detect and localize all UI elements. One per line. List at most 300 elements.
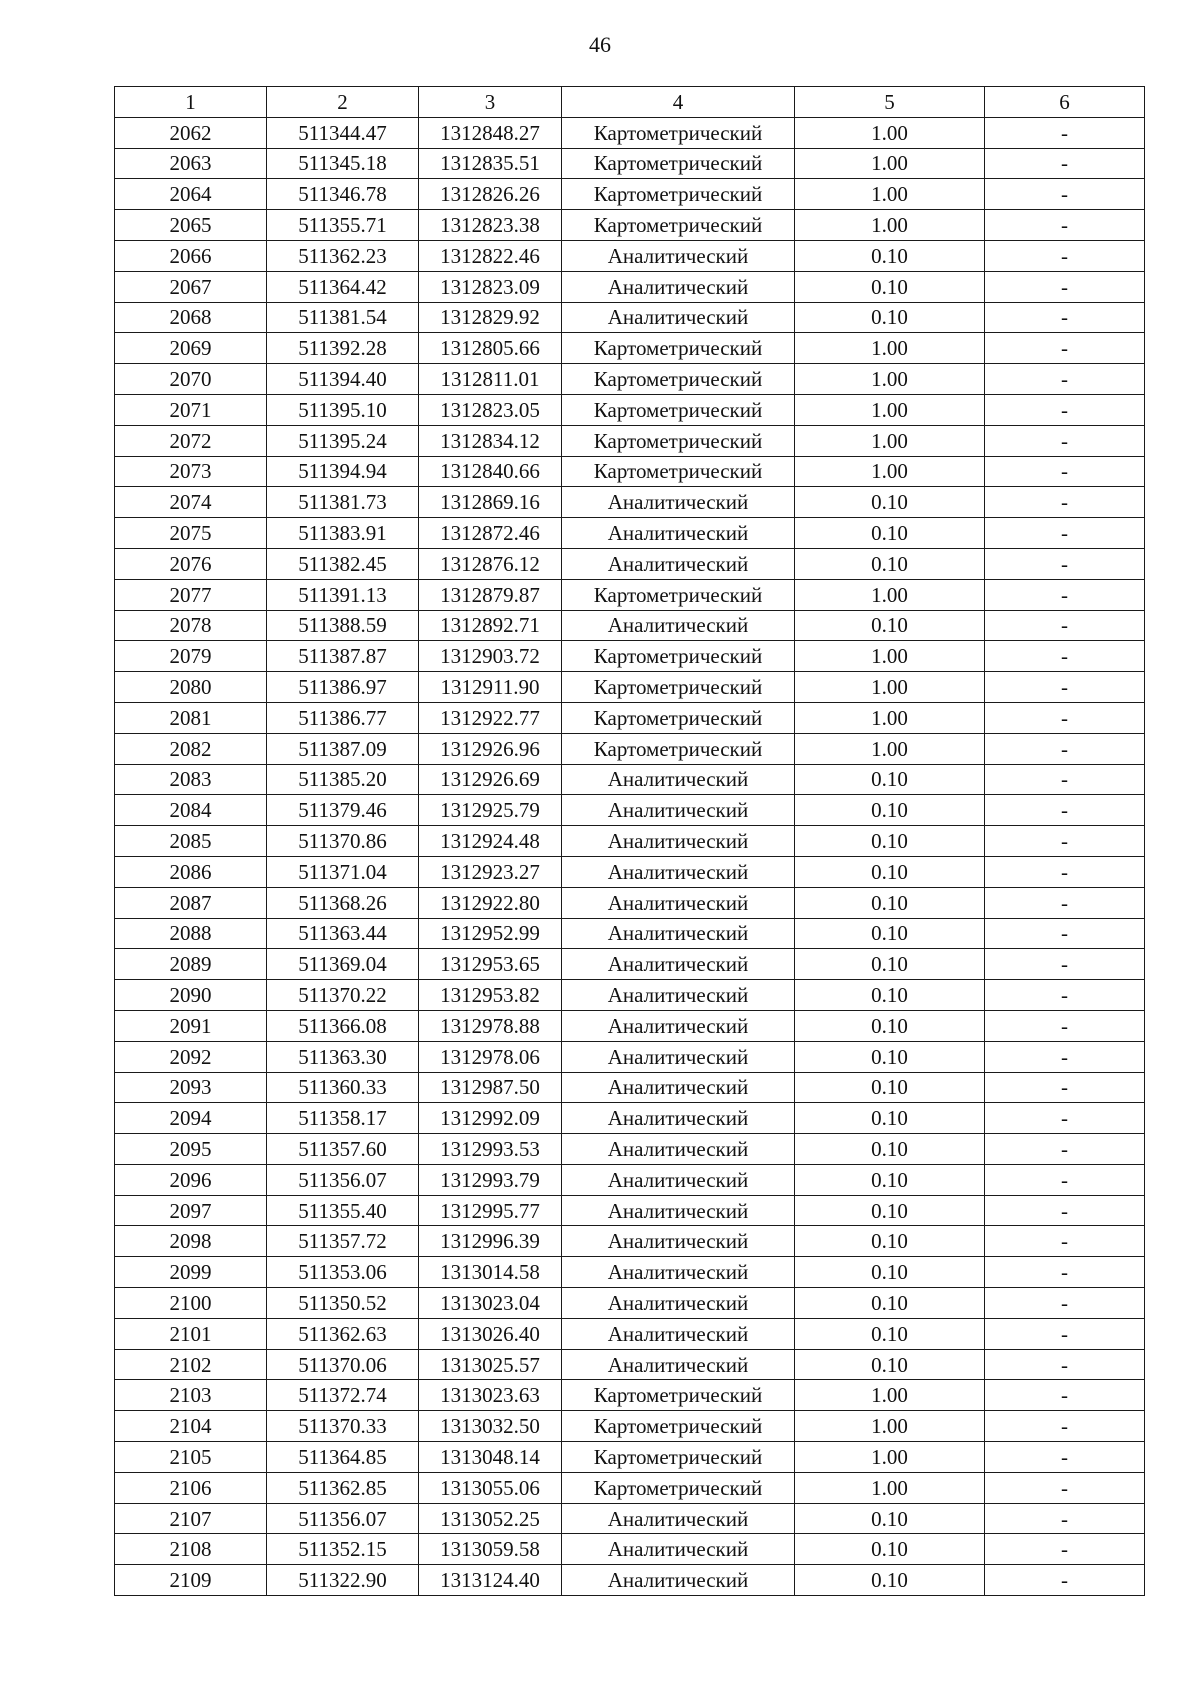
cell-note: - [985, 826, 1145, 857]
table-row [115, 579, 1145, 610]
cell-x-coordinate: 511386.97 [267, 672, 419, 703]
column-header-1: 1 [115, 87, 267, 118]
cell-y-coordinate: 1312996.39 [419, 1226, 562, 1257]
cell-accuracy: 1.00 [795, 733, 985, 764]
table-row [115, 949, 1145, 980]
cell-note: - [985, 302, 1145, 333]
table-row [115, 1534, 1145, 1565]
cell-accuracy: 0.10 [795, 1164, 985, 1195]
cell-y-coordinate: 1312987.50 [419, 1072, 562, 1103]
cell-method: Аналитический [562, 1134, 795, 1165]
cell-x-coordinate: 511369.04 [267, 949, 419, 980]
cell-x-coordinate: 511394.40 [267, 364, 419, 395]
table-row [115, 980, 1145, 1011]
cell-x-coordinate: 511364.42 [267, 271, 419, 302]
cell-y-coordinate: 1312840.66 [419, 456, 562, 487]
cell-x-coordinate: 511360.33 [267, 1072, 419, 1103]
cell-point-number: 2063 [115, 148, 267, 179]
cell-x-coordinate: 511353.06 [267, 1257, 419, 1288]
cell-method: Картометрический [562, 1472, 795, 1503]
cell-y-coordinate: 1312925.79 [419, 795, 562, 826]
cell-accuracy: 1.00 [795, 210, 985, 241]
cell-accuracy: 1.00 [795, 672, 985, 703]
cell-note: - [985, 1442, 1145, 1473]
cell-x-coordinate: 511356.07 [267, 1503, 419, 1534]
cell-note: - [985, 1503, 1145, 1534]
table-row [115, 240, 1145, 271]
cell-note: - [985, 1411, 1145, 1442]
cell-method: Картометрический [562, 456, 795, 487]
cell-note: - [985, 1534, 1145, 1565]
cell-note: - [985, 487, 1145, 518]
cell-point-number: 2096 [115, 1164, 267, 1195]
cell-method: Аналитический [562, 302, 795, 333]
cell-method: Аналитический [562, 1072, 795, 1103]
cell-method: Аналитический [562, 271, 795, 302]
cell-x-coordinate: 511392.28 [267, 333, 419, 364]
cell-method: Аналитический [562, 887, 795, 918]
cell-accuracy: 0.10 [795, 1134, 985, 1165]
table-row [115, 1288, 1145, 1319]
cell-point-number: 2090 [115, 980, 267, 1011]
page-number: 46 [589, 32, 611, 57]
cell-note: - [985, 764, 1145, 795]
cell-method: Аналитический [562, 487, 795, 518]
column-header-2: 2 [267, 87, 419, 118]
cell-x-coordinate: 511355.40 [267, 1195, 419, 1226]
table-row [115, 702, 1145, 733]
cell-accuracy: 0.10 [795, 487, 985, 518]
cell-point-number: 2100 [115, 1288, 267, 1319]
cell-note: - [985, 1010, 1145, 1041]
cell-point-number: 2103 [115, 1380, 267, 1411]
cell-note: - [985, 1226, 1145, 1257]
cell-y-coordinate: 1313124.40 [419, 1565, 562, 1596]
cell-method: Картометрический [562, 333, 795, 364]
cell-y-coordinate: 1312835.51 [419, 148, 562, 179]
table-row [115, 302, 1145, 333]
table-row [115, 1503, 1145, 1534]
cell-x-coordinate: 511366.08 [267, 1010, 419, 1041]
cell-x-coordinate: 511383.91 [267, 518, 419, 549]
cell-point-number: 2102 [115, 1349, 267, 1380]
cell-point-number: 2066 [115, 240, 267, 271]
table-row [115, 1010, 1145, 1041]
table-row [115, 1257, 1145, 1288]
cell-accuracy: 0.10 [795, 918, 985, 949]
cell-point-number: 2077 [115, 579, 267, 610]
cell-y-coordinate: 1312995.77 [419, 1195, 562, 1226]
cell-note: - [985, 856, 1145, 887]
cell-x-coordinate: 511395.10 [267, 394, 419, 425]
cell-method: Картометрический [562, 672, 795, 703]
cell-x-coordinate: 511357.60 [267, 1134, 419, 1165]
cell-point-number: 2064 [115, 179, 267, 210]
cell-y-coordinate: 1313026.40 [419, 1318, 562, 1349]
cell-y-coordinate: 1312869.16 [419, 487, 562, 518]
table-row [115, 394, 1145, 425]
cell-x-coordinate: 511381.73 [267, 487, 419, 518]
cell-note: - [985, 887, 1145, 918]
cell-y-coordinate: 1312879.87 [419, 579, 562, 610]
cell-point-number: 2083 [115, 764, 267, 795]
cell-note: - [985, 1195, 1145, 1226]
cell-note: - [985, 672, 1145, 703]
cell-point-number: 2099 [115, 1257, 267, 1288]
cell-accuracy: 1.00 [795, 425, 985, 456]
cell-note: - [985, 240, 1145, 271]
cell-accuracy: 1.00 [795, 1411, 985, 1442]
table-row [115, 518, 1145, 549]
cell-accuracy: 0.10 [795, 1318, 985, 1349]
cell-note: - [985, 179, 1145, 210]
cell-x-coordinate: 511371.04 [267, 856, 419, 887]
cell-point-number: 2084 [115, 795, 267, 826]
cell-note: - [985, 548, 1145, 579]
cell-note: - [985, 394, 1145, 425]
cell-x-coordinate: 511370.86 [267, 826, 419, 857]
cell-method: Аналитический [562, 949, 795, 980]
cell-y-coordinate: 1313052.25 [419, 1503, 562, 1534]
cell-point-number: 2109 [115, 1565, 267, 1596]
cell-y-coordinate: 1312811.01 [419, 364, 562, 395]
cell-note: - [985, 1164, 1145, 1195]
cell-point-number: 2070 [115, 364, 267, 395]
cell-note: - [985, 518, 1145, 549]
cell-note: - [985, 795, 1145, 826]
cell-y-coordinate: 1312822.46 [419, 240, 562, 271]
cell-y-coordinate: 1312922.80 [419, 887, 562, 918]
cell-note: - [985, 733, 1145, 764]
cell-y-coordinate: 1313023.63 [419, 1380, 562, 1411]
cell-x-coordinate: 511346.78 [267, 179, 419, 210]
cell-note: - [985, 1318, 1145, 1349]
cell-y-coordinate: 1312952.99 [419, 918, 562, 949]
cell-accuracy: 1.00 [795, 456, 985, 487]
column-header-6: 6 [985, 87, 1145, 118]
cell-x-coordinate: 511322.90 [267, 1565, 419, 1596]
cell-accuracy: 0.10 [795, 887, 985, 918]
cell-method: Аналитический [562, 1318, 795, 1349]
cell-method: Аналитический [562, 1257, 795, 1288]
cell-point-number: 2092 [115, 1041, 267, 1072]
cell-accuracy: 0.10 [795, 1565, 985, 1596]
table-row [115, 826, 1145, 857]
cell-method: Картометрический [562, 425, 795, 456]
cell-y-coordinate: 1312823.09 [419, 271, 562, 302]
cell-x-coordinate: 511364.85 [267, 1442, 419, 1473]
cell-point-number: 2081 [115, 702, 267, 733]
cell-accuracy: 1.00 [795, 333, 985, 364]
table-row [115, 1134, 1145, 1165]
cell-method: Аналитический [562, 918, 795, 949]
cell-method: Аналитический [562, 1288, 795, 1319]
cell-x-coordinate: 511358.17 [267, 1103, 419, 1134]
cell-x-coordinate: 511368.26 [267, 887, 419, 918]
cell-point-number: 2080 [115, 672, 267, 703]
cell-note: - [985, 1257, 1145, 1288]
cell-accuracy: 1.00 [795, 394, 985, 425]
table-row [115, 179, 1145, 210]
cell-accuracy: 1.00 [795, 148, 985, 179]
cell-note: - [985, 918, 1145, 949]
cell-method: Картометрический [562, 702, 795, 733]
cell-accuracy: 0.10 [795, 1288, 985, 1319]
cell-point-number: 2068 [115, 302, 267, 333]
cell-point-number: 2062 [115, 117, 267, 148]
column-header-3: 3 [419, 87, 562, 118]
cell-x-coordinate: 511381.54 [267, 302, 419, 333]
cell-note: - [985, 980, 1145, 1011]
cell-note: - [985, 364, 1145, 395]
cell-note: - [985, 425, 1145, 456]
cell-point-number: 2065 [115, 210, 267, 241]
cell-x-coordinate: 511345.18 [267, 148, 419, 179]
cell-method: Аналитический [562, 1195, 795, 1226]
cell-y-coordinate: 1313048.14 [419, 1442, 562, 1473]
cell-x-coordinate: 511379.46 [267, 795, 419, 826]
table-row [115, 148, 1145, 179]
table-row [115, 641, 1145, 672]
cell-accuracy: 0.10 [795, 1072, 985, 1103]
cell-method: Картометрический [562, 641, 795, 672]
cell-y-coordinate: 1313055.06 [419, 1472, 562, 1503]
cell-x-coordinate: 511394.94 [267, 456, 419, 487]
cell-note: - [985, 1072, 1145, 1103]
cell-point-number: 2079 [115, 641, 267, 672]
cell-note: - [985, 148, 1145, 179]
cell-accuracy: 0.10 [795, 1195, 985, 1226]
cell-point-number: 2104 [115, 1411, 267, 1442]
cell-accuracy: 0.10 [795, 949, 985, 980]
cell-accuracy: 0.10 [795, 1226, 985, 1257]
table-row [115, 672, 1145, 703]
cell-method: Картометрический [562, 394, 795, 425]
cell-y-coordinate: 1312926.96 [419, 733, 562, 764]
table-row [115, 487, 1145, 518]
cell-y-coordinate: 1312993.53 [419, 1134, 562, 1165]
cell-method: Аналитический [562, 826, 795, 857]
cell-point-number: 2087 [115, 887, 267, 918]
cell-point-number: 2067 [115, 271, 267, 302]
table-header-row [115, 87, 1145, 118]
cell-y-coordinate: 1312872.46 [419, 518, 562, 549]
cell-point-number: 2107 [115, 1503, 267, 1534]
cell-method: Картометрический [562, 1380, 795, 1411]
cell-method: Картометрический [562, 179, 795, 210]
cell-note: - [985, 1349, 1145, 1380]
cell-y-coordinate: 1312924.48 [419, 826, 562, 857]
cell-note: - [985, 271, 1145, 302]
cell-method: Аналитический [562, 518, 795, 549]
cell-note: - [985, 702, 1145, 733]
cell-point-number: 2094 [115, 1103, 267, 1134]
table-row [115, 1411, 1145, 1442]
cell-note: - [985, 1288, 1145, 1319]
cell-y-coordinate: 1312823.05 [419, 394, 562, 425]
cell-y-coordinate: 1312829.92 [419, 302, 562, 333]
cell-y-coordinate: 1312953.82 [419, 980, 562, 1011]
cell-point-number: 2091 [115, 1010, 267, 1041]
cell-y-coordinate: 1312978.06 [419, 1041, 562, 1072]
table-row [115, 795, 1145, 826]
table-body [115, 117, 1145, 1595]
cell-x-coordinate: 511395.24 [267, 425, 419, 456]
cell-point-number: 2072 [115, 425, 267, 456]
cell-y-coordinate: 1312823.38 [419, 210, 562, 241]
table-row [115, 1565, 1145, 1596]
table-row [115, 333, 1145, 364]
cell-note: - [985, 1380, 1145, 1411]
cell-point-number: 2098 [115, 1226, 267, 1257]
cell-y-coordinate: 1312848.27 [419, 117, 562, 148]
cell-point-number: 2095 [115, 1134, 267, 1165]
cell-method: Аналитический [562, 764, 795, 795]
cell-method: Аналитический [562, 610, 795, 641]
cell-method: Картометрический [562, 1442, 795, 1473]
cell-note: - [985, 1565, 1145, 1596]
cell-y-coordinate: 1313023.04 [419, 1288, 562, 1319]
cell-x-coordinate: 511355.71 [267, 210, 419, 241]
cell-y-coordinate: 1312926.69 [419, 764, 562, 795]
cell-accuracy: 0.10 [795, 1349, 985, 1380]
cell-note: - [985, 456, 1145, 487]
cell-y-coordinate: 1313059.58 [419, 1534, 562, 1565]
table-row [115, 856, 1145, 887]
cell-point-number: 2108 [115, 1534, 267, 1565]
cell-x-coordinate: 511363.44 [267, 918, 419, 949]
cell-y-coordinate: 1312876.12 [419, 548, 562, 579]
cell-x-coordinate: 511387.87 [267, 641, 419, 672]
cell-y-coordinate: 1312992.09 [419, 1103, 562, 1134]
cell-point-number: 2069 [115, 333, 267, 364]
cell-note: - [985, 1134, 1145, 1165]
cell-y-coordinate: 1312834.12 [419, 425, 562, 456]
cell-y-coordinate: 1312953.65 [419, 949, 562, 980]
cell-accuracy: 1.00 [795, 364, 985, 395]
table-row [115, 1041, 1145, 1072]
cell-point-number: 2082 [115, 733, 267, 764]
cell-method: Аналитический [562, 1041, 795, 1072]
cell-accuracy: 1.00 [795, 179, 985, 210]
table-row [115, 610, 1145, 641]
cell-point-number: 2093 [115, 1072, 267, 1103]
cell-point-number: 2078 [115, 610, 267, 641]
cell-accuracy: 0.10 [795, 795, 985, 826]
cell-point-number: 2101 [115, 1318, 267, 1349]
cell-method: Картометрический [562, 579, 795, 610]
cell-accuracy: 0.10 [795, 518, 985, 549]
cell-x-coordinate: 511362.85 [267, 1472, 419, 1503]
cell-point-number: 2076 [115, 548, 267, 579]
cell-point-number: 2088 [115, 918, 267, 949]
cell-accuracy: 1.00 [795, 117, 985, 148]
table-row [115, 1226, 1145, 1257]
table-row [115, 733, 1145, 764]
cell-accuracy: 0.10 [795, 271, 985, 302]
cell-y-coordinate: 1312892.71 [419, 610, 562, 641]
cell-y-coordinate: 1312923.27 [419, 856, 562, 887]
cell-note: - [985, 1472, 1145, 1503]
coordinates-table [114, 86, 1145, 1596]
cell-accuracy: 0.10 [795, 980, 985, 1011]
cell-method: Аналитический [562, 1534, 795, 1565]
cell-x-coordinate: 511385.20 [267, 764, 419, 795]
cell-accuracy: 0.10 [795, 240, 985, 271]
cell-x-coordinate: 511363.30 [267, 1041, 419, 1072]
cell-note: - [985, 117, 1145, 148]
cell-note: - [985, 1041, 1145, 1072]
cell-accuracy: 0.10 [795, 1041, 985, 1072]
cell-method: Аналитический [562, 1226, 795, 1257]
cell-method: Аналитический [562, 1010, 795, 1041]
cell-method: Картометрический [562, 1411, 795, 1442]
table-row [115, 1472, 1145, 1503]
table-row [115, 1072, 1145, 1103]
cell-x-coordinate: 511370.06 [267, 1349, 419, 1380]
cell-point-number: 2075 [115, 518, 267, 549]
cell-y-coordinate: 1312993.79 [419, 1164, 562, 1195]
cell-x-coordinate: 511372.74 [267, 1380, 419, 1411]
cell-method: Аналитический [562, 795, 795, 826]
cell-method: Аналитический [562, 1565, 795, 1596]
table-row [115, 1442, 1145, 1473]
cell-point-number: 2074 [115, 487, 267, 518]
cell-y-coordinate: 1313014.58 [419, 1257, 562, 1288]
cell-method: Аналитический [562, 980, 795, 1011]
cell-accuracy: 1.00 [795, 702, 985, 733]
cell-accuracy: 1.00 [795, 1380, 985, 1411]
table-row [115, 271, 1145, 302]
cell-y-coordinate: 1313025.57 [419, 1349, 562, 1380]
cell-accuracy: 0.10 [795, 826, 985, 857]
table-row [115, 1380, 1145, 1411]
cell-method: Аналитический [562, 1503, 795, 1534]
cell-accuracy: 1.00 [795, 641, 985, 672]
cell-point-number: 2089 [115, 949, 267, 980]
cell-x-coordinate: 511352.15 [267, 1534, 419, 1565]
table-row [115, 918, 1145, 949]
cell-x-coordinate: 511386.77 [267, 702, 419, 733]
cell-y-coordinate: 1312978.88 [419, 1010, 562, 1041]
cell-method: Картометрический [562, 148, 795, 179]
cell-note: - [985, 1103, 1145, 1134]
cell-accuracy: 1.00 [795, 579, 985, 610]
cell-x-coordinate: 511357.72 [267, 1226, 419, 1257]
cell-x-coordinate: 511350.52 [267, 1288, 419, 1319]
cell-x-coordinate: 511388.59 [267, 610, 419, 641]
table-row [115, 210, 1145, 241]
cell-method: Аналитический [562, 1103, 795, 1134]
cell-point-number: 2073 [115, 456, 267, 487]
cell-x-coordinate: 511370.22 [267, 980, 419, 1011]
cell-x-coordinate: 511391.13 [267, 579, 419, 610]
cell-note: - [985, 333, 1145, 364]
cell-x-coordinate: 511344.47 [267, 117, 419, 148]
cell-note: - [985, 210, 1145, 241]
cell-accuracy: 0.10 [795, 1503, 985, 1534]
cell-accuracy: 0.10 [795, 548, 985, 579]
column-header-5: 5 [795, 87, 985, 118]
cell-note: - [985, 641, 1145, 672]
table-row [115, 425, 1145, 456]
table-row [115, 1349, 1145, 1380]
cell-method: Аналитический [562, 856, 795, 887]
cell-accuracy: 0.10 [795, 302, 985, 333]
cell-accuracy: 0.10 [795, 1257, 985, 1288]
cell-note: - [985, 949, 1145, 980]
table-row [115, 1103, 1145, 1134]
